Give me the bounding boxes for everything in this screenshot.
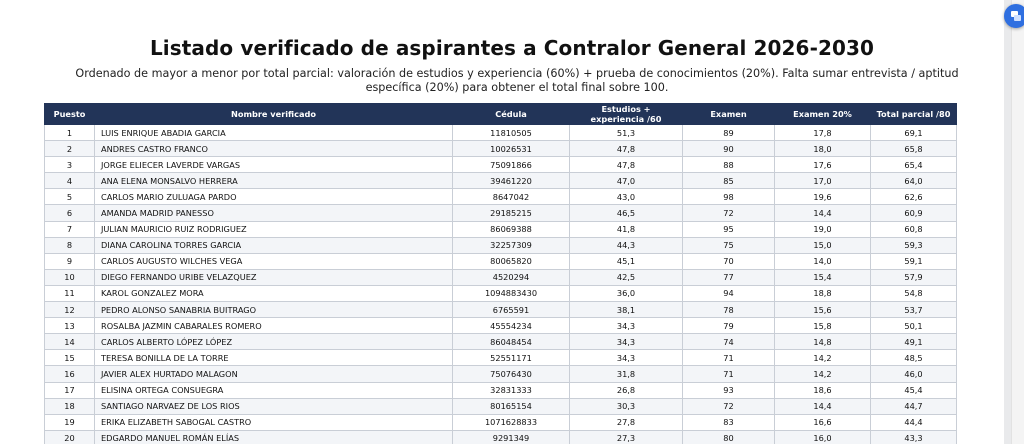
exam-weighted-cell: 14,0 [775,253,871,269]
total-cell: 59,1 [871,253,957,269]
scrollbar[interactable] [1011,0,1024,444]
table-row [45,157,957,173]
table-body [45,125,957,444]
exam-cell: 78 [683,302,775,318]
rank-cell: 19 [45,414,95,430]
name-cell: TERESA BONILLA DE LA TORRE [95,350,453,366]
rank-cell: 3 [45,157,95,173]
id-cell: 29185215 [453,205,570,221]
name-cell: DIANA CAROLINA TORRES GARCIA [95,237,453,253]
id-cell: 32831333 [453,382,570,398]
id-cell: 52551171 [453,350,570,366]
rank-cell: 7 [45,221,95,237]
total-cell: 53,7 [871,302,957,318]
total-cell: 62,6 [871,189,957,205]
table-row [45,269,957,285]
studies-cell: 30,3 [570,398,683,414]
exam-cell: 71 [683,350,775,366]
total-cell: 44,4 [871,414,957,430]
total-cell: 60,8 [871,221,957,237]
id-cell: 8647042 [453,189,570,205]
name-cell: ANA ELENA MONSALVO HERRERA [95,173,453,189]
column-header: Examen 20% [775,104,871,125]
exam-cell: 77 [683,269,775,285]
exam-cell: 70 [683,253,775,269]
exam-cell: 72 [683,205,775,221]
exam-cell: 93 [683,382,775,398]
table-row [45,382,957,398]
id-cell: 1094883430 [453,285,570,301]
exam-cell: 89 [683,125,775,141]
studies-cell: 31,8 [570,366,683,382]
exam-weighted-cell: 16,6 [775,414,871,430]
rank-cell: 18 [45,398,95,414]
table-row [45,221,957,237]
total-cell: 46,0 [871,366,957,382]
table-row [45,125,957,141]
table-row [45,398,957,414]
exam-cell: 72 [683,398,775,414]
name-cell: ANDRES CASTRO FRANCO [95,141,453,157]
total-cell: 54,8 [871,285,957,301]
studies-cell: 51,3 [570,125,683,141]
rank-cell: 12 [45,302,95,318]
table-row [45,334,957,350]
total-cell: 48,5 [871,350,957,366]
studies-cell: 46,5 [570,205,683,221]
table-header-row [45,104,957,125]
name-cell: LUIS ENRIQUE ABADIA GARCIA [95,125,453,141]
id-cell: 80165154 [453,398,570,414]
id-cell: 1071628833 [453,414,570,430]
column-header: Total parcial /80 [871,104,957,125]
studies-cell: 47,0 [570,173,683,189]
name-cell: JAVIER ALEX HURTADO MALAGON [95,366,453,382]
exam-cell: 98 [683,189,775,205]
total-cell: 64,0 [871,173,957,189]
id-cell: 86069388 [453,221,570,237]
rank-cell: 14 [45,334,95,350]
exam-weighted-cell: 14,2 [775,366,871,382]
studies-cell: 47,8 [570,141,683,157]
total-cell: 65,8 [871,141,957,157]
name-cell: SANTIAGO NARVAEZ DE LOS RIOS [95,398,453,414]
table-row [45,205,957,221]
exam-weighted-cell: 18,8 [775,285,871,301]
exam-weighted-cell: 14,8 [775,334,871,350]
exam-cell: 83 [683,414,775,430]
exam-weighted-cell: 17,0 [775,173,871,189]
studies-cell: 34,3 [570,318,683,334]
name-cell: DIEGO FERNANDO URIBE VELAZQUEZ [95,269,453,285]
studies-cell: 34,3 [570,350,683,366]
page-title: Listado verificado de aspirantes a Contralor General 2026-2030 [149,36,875,60]
studies-cell: 27,8 [570,414,683,430]
total-cell: 43,3 [871,430,957,444]
exam-cell: 71 [683,366,775,382]
name-cell: ERIKA ELIZABETH SABOGAL CASTRO [95,414,453,430]
id-cell: 32257309 [453,237,570,253]
table-row [45,253,957,269]
name-cell: CARLOS MARIO ZULUAGA PARDO [95,189,453,205]
rank-cell: 13 [45,318,95,334]
table-row [45,141,957,157]
id-cell: 45554234 [453,318,570,334]
id-cell: 75076430 [453,366,570,382]
studies-cell: 41,8 [570,221,683,237]
exam-weighted-cell: 19,0 [775,221,871,237]
total-cell: 50,1 [871,318,957,334]
name-cell: ELISINA ORTEGA CONSUEGRA [95,382,453,398]
studies-cell: 42,5 [570,269,683,285]
name-cell: CARLOS ALBERTO LÓPEZ LÓPEZ [95,334,453,350]
name-cell: ROSALBA JAZMIN CABARALES ROMERO [95,318,453,334]
rank-cell: 6 [45,205,95,221]
id-cell: 10026531 [453,141,570,157]
exam-cell: 94 [683,285,775,301]
total-cell: 59,3 [871,237,957,253]
exam-cell: 80 [683,430,775,444]
table-row [45,285,957,301]
exam-weighted-cell: 19,6 [775,189,871,205]
id-cell: 75091866 [453,157,570,173]
rank-cell: 20 [45,430,95,444]
total-cell: 49,1 [871,334,957,350]
rank-cell: 15 [45,350,95,366]
exam-weighted-cell: 17,8 [775,125,871,141]
exam-cell: 79 [683,318,775,334]
total-cell: 65,4 [871,157,957,173]
id-cell: 4520294 [453,269,570,285]
exam-cell: 74 [683,334,775,350]
table-row [45,430,957,444]
table-row [45,189,957,205]
rank-cell: 1 [45,125,95,141]
exam-weighted-cell: 15,0 [775,237,871,253]
rank-cell: 17 [45,382,95,398]
id-cell: 39461220 [453,173,570,189]
rank-cell: 8 [45,237,95,253]
studies-cell: 27,3 [570,430,683,444]
column-header: Estudios + experiencia /60 [570,104,683,125]
name-cell: AMANDA MADRID PANESSO [95,205,453,221]
table-row [45,350,957,366]
translate-icon [1010,10,1022,22]
id-cell: 80065820 [453,253,570,269]
column-header: Examen [683,104,775,125]
exam-cell: 88 [683,157,775,173]
total-cell: 45,4 [871,382,957,398]
column-header: Puesto [45,104,95,125]
name-cell: CARLOS AUGUSTO WILCHES VEGA [95,253,453,269]
table-row [45,173,957,189]
exam-weighted-cell: 15,4 [775,269,871,285]
studies-cell: 44,3 [570,237,683,253]
exam-weighted-cell: 14,2 [775,350,871,366]
page-subtitle: Ordenado de mayor a menor por total parcial: valoración de estudios y experiencia (60%) + prueba de conocimientos (20%). Falta sumar entrevista / aptitud específica (20%) para obtener el total final sobre 100. [75,67,959,94]
exam-weighted-cell: 18,0 [775,141,871,157]
column-header: Nombre verificado [95,104,453,125]
exam-cell: 75 [683,237,775,253]
candidates-table [44,103,957,444]
name-cell: EDGARDO MANUEL ROMÁN ELÍAS [95,430,453,444]
total-cell: 57,9 [871,269,957,285]
id-cell: 11810505 [453,125,570,141]
studies-cell: 45,1 [570,253,683,269]
id-cell: 6765591 [453,302,570,318]
exam-weighted-cell: 15,6 [775,302,871,318]
exam-weighted-cell: 14,4 [775,398,871,414]
table-row [45,302,957,318]
total-cell: 60,9 [871,205,957,221]
rank-cell: 10 [45,269,95,285]
rank-cell: 2 [45,141,95,157]
rank-cell: 5 [45,189,95,205]
studies-cell: 34,3 [570,334,683,350]
exam-weighted-cell: 18,6 [775,382,871,398]
rank-cell: 9 [45,253,95,269]
studies-cell: 47,8 [570,157,683,173]
exam-weighted-cell: 14,4 [775,205,871,221]
studies-cell: 36,0 [570,285,683,301]
name-cell: KAROL GONZALEZ MORA [95,285,453,301]
rank-cell: 4 [45,173,95,189]
name-cell: JULIAN MAURICIO RUIZ RODRIGUEZ [95,221,453,237]
name-cell: PEDRO ALONSO SANABRIA BUITRAGO [95,302,453,318]
table-row [45,414,957,430]
floating-action-button[interactable] [1004,4,1024,28]
name-cell: JORGE ELIECER LAVERDE VARGAS [95,157,453,173]
exam-cell: 85 [683,173,775,189]
table-row [45,237,957,253]
studies-cell: 26,8 [570,382,683,398]
exam-cell: 90 [683,141,775,157]
exam-weighted-cell: 17,6 [775,157,871,173]
table-row [45,318,957,334]
rank-cell: 16 [45,366,95,382]
table-row [45,366,957,382]
id-cell: 86048454 [453,334,570,350]
exam-weighted-cell: 16,0 [775,430,871,444]
id-cell: 9291349 [453,430,570,444]
total-cell: 44,7 [871,398,957,414]
exam-cell: 95 [683,221,775,237]
rank-cell: 11 [45,285,95,301]
column-header: Cédula [453,104,570,125]
studies-cell: 43,0 [570,189,683,205]
studies-cell: 38,1 [570,302,683,318]
total-cell: 69,1 [871,125,957,141]
exam-weighted-cell: 15,8 [775,318,871,334]
